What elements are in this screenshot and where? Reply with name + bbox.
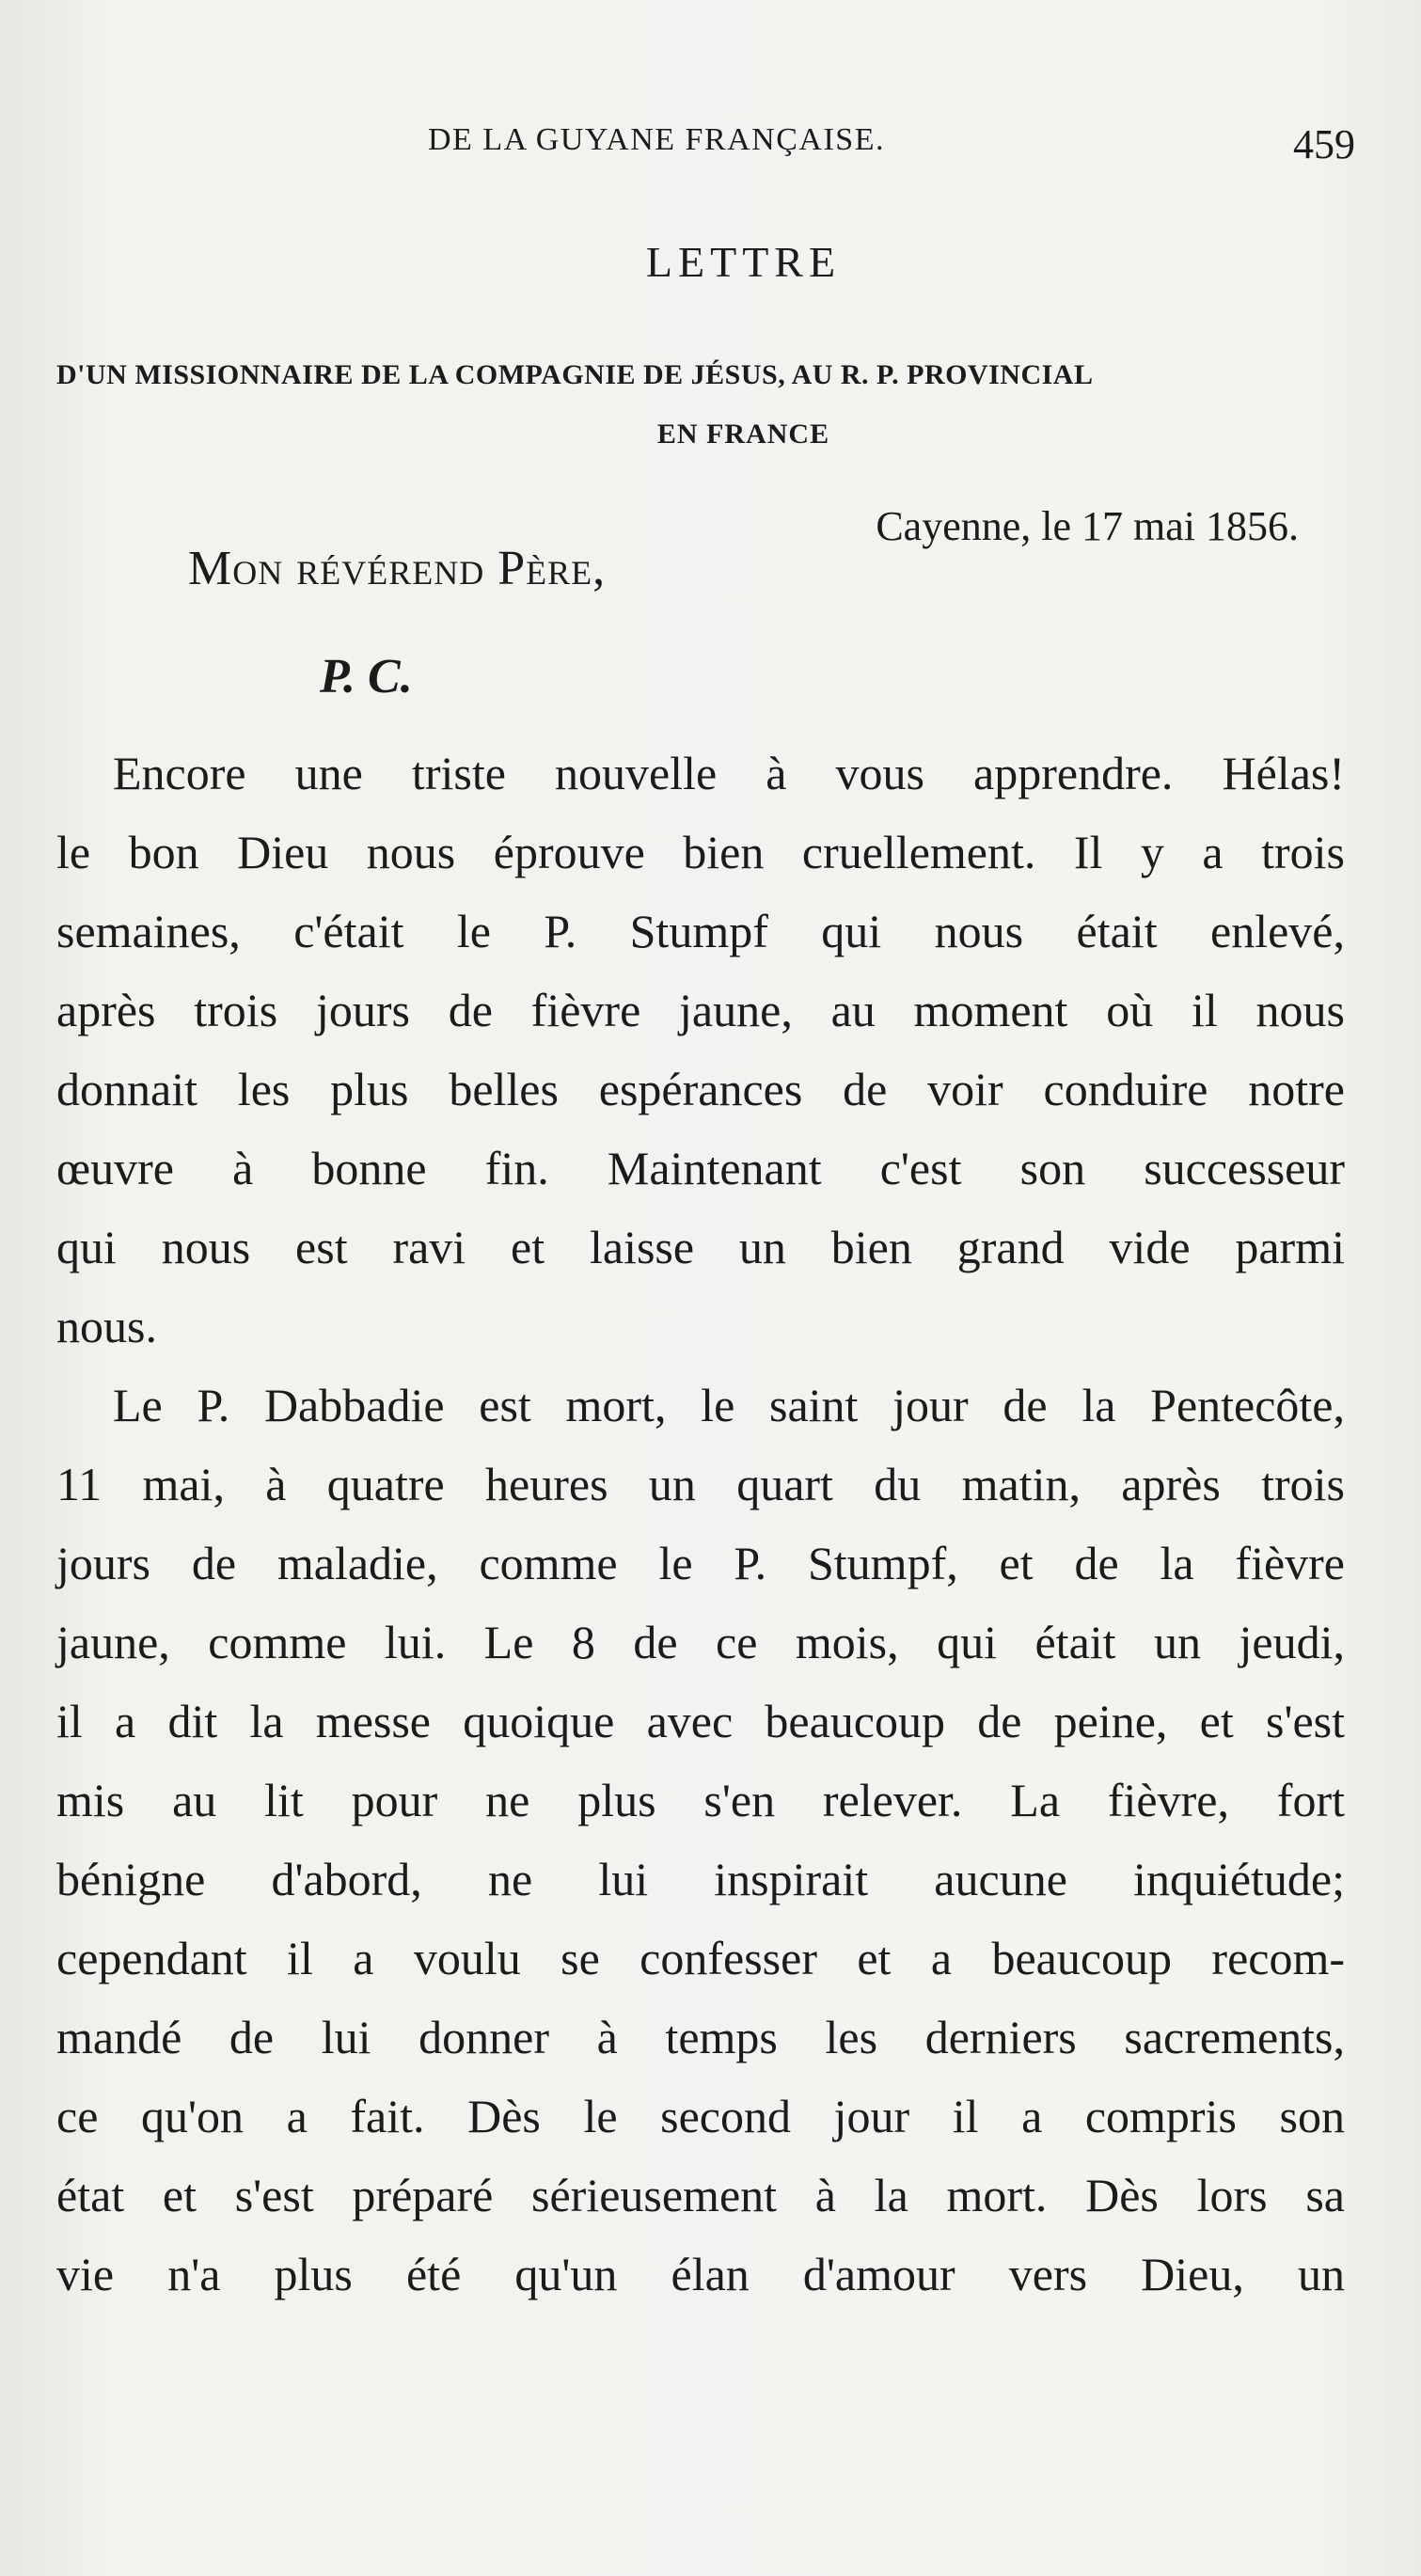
text-line: Le P. Dabbadie est mort, le saint jour de la Pentecôte,: [113, 1379, 1345, 1431]
text-line: nous.: [56, 1300, 157, 1352]
pax-christi: P. C.: [320, 650, 413, 703]
text-line: il a dit la messe quoique avec beaucoup de peine, et s'est: [56, 1695, 1345, 1747]
text-line: mis au lit pour ne plus s'en relever. La fièvre, fort: [56, 1774, 1345, 1826]
text-line: jaune, comme lui. Le 8 de ce mois, qui était un jeudi,: [56, 1616, 1345, 1668]
text-line: œuvre à bonne fin. Maintenant c'est son successeur: [56, 1142, 1345, 1194]
text-line: qui nous est ravi et laisse un bien grand vide parmi: [56, 1221, 1345, 1273]
text-line: semaines, c'était le P. Stumpf qui nous était enlevé,: [56, 905, 1345, 957]
salutation: Mon révérend Père,: [188, 542, 607, 595]
page-number: 459: [1293, 121, 1355, 167]
body-text: [56, 734, 1345, 2314]
text-line: 11 mai, à quatre heures un quart du matin, après trois: [56, 1458, 1345, 1510]
running-head: DE LA GUYANE FRANÇAISE.: [428, 122, 885, 157]
text-line: vie n'a plus été qu'un élan d'amour vers Dieu, un: [56, 2248, 1345, 2300]
text-line: jours de maladie, comme le P. Stumpf, et de la fièvre: [56, 1537, 1345, 1589]
text-line: état et s'est préparé sérieusement à la mort. Dès lors sa: [56, 2169, 1345, 2221]
text-line: donnait les plus belles espérances de voir conduire notre: [56, 1063, 1345, 1115]
text-line: Encore une triste nouvelle à vous apprendre. Hélas!: [113, 747, 1345, 799]
letter-title: LETTRE: [645, 238, 842, 286]
text-line: bénigne d'abord, ne lui inspirait aucune inquiétude;: [56, 1853, 1345, 1905]
letter-subtitle: D'UN MISSIONNAIRE DE LA COMPAGNIE DE JÉSUS, AU R. P. PROVINCIAL: [56, 359, 1094, 390]
text-line: mandé de lui donner à temps les derniers sacrements,: [56, 2011, 1345, 2063]
text-line: le bon Dieu nous éprouve bien cruellement. Il y a trois: [56, 826, 1345, 878]
text-line: après trois jours de fièvre jaune, au moment où il nous: [56, 984, 1345, 1036]
dateline: Cayenne, le 17 mai 1856.: [876, 503, 1299, 549]
text-line: cependant il a voulu se confesser et a beaucoup recom-: [56, 1932, 1345, 1984]
text-line: ce qu'on a fait. Dès le second jour il a compris son: [56, 2090, 1345, 2142]
letter-subtitle-continued: EN FRANCE: [656, 419, 830, 450]
